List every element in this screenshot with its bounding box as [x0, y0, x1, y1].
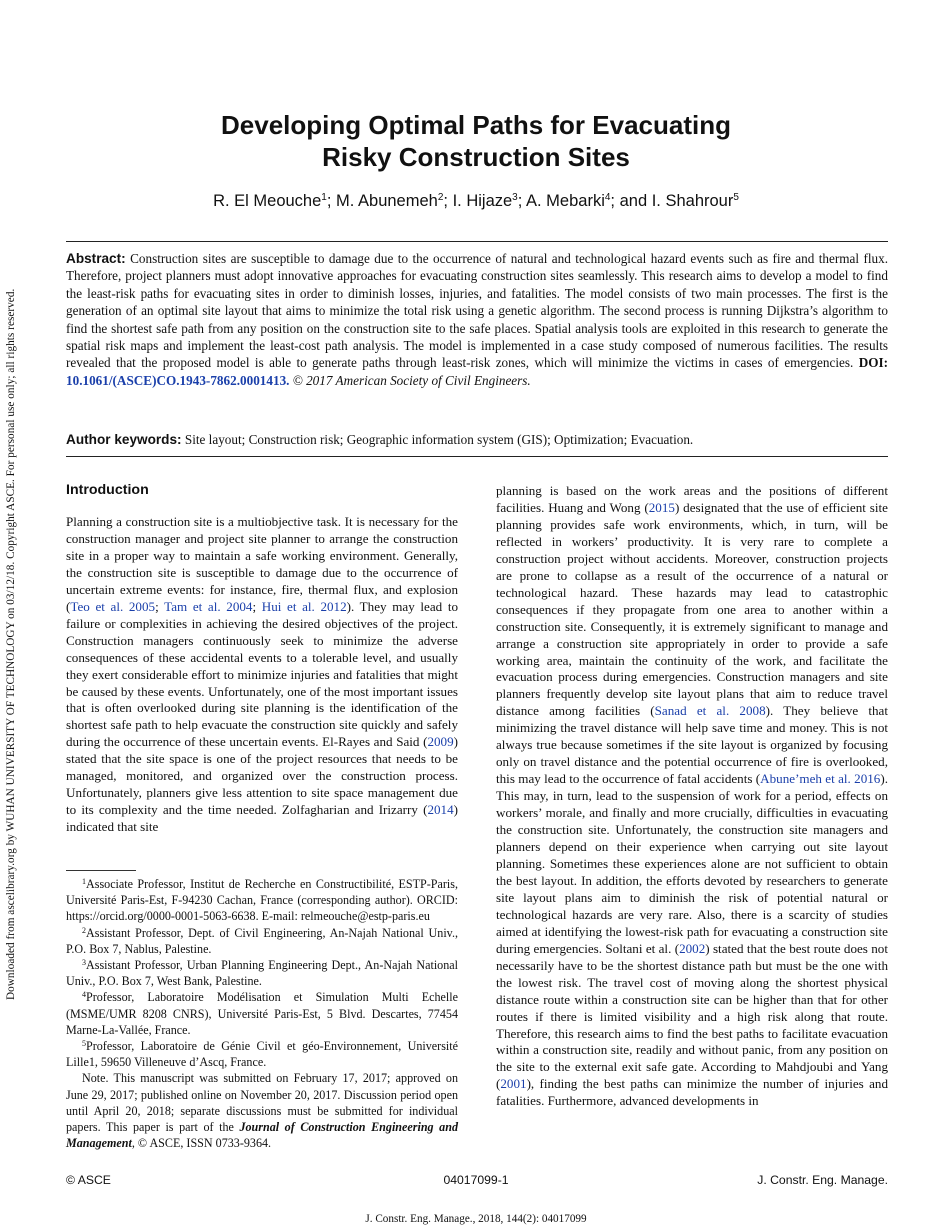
footnote-mark: 1: [82, 877, 86, 886]
citation-link[interactable]: 2014: [427, 802, 454, 818]
body-text: Planning a construction site is a multiobjective task. It is necessary for the construction manager and project site planner to arrange the construction site in a proper way to maintain a safe working environment. Generally, the construction site is susceptible to damage due to the occurrence of uncertain extreme events: for instance, fire, thermal flux, and explosion (: [66, 514, 458, 614]
author-affiliation-mark: 1: [321, 192, 327, 203]
footnote-mark: 2: [82, 925, 86, 935]
citation-link[interactable]: 2001: [500, 1076, 527, 1092]
doi-label: DOI:: [858, 355, 889, 371]
citation-link[interactable]: Tam et al. 2004: [164, 598, 253, 614]
footnote-text: Associate Professor, Institut de Recherche en Constructibilité, ESTP-Paris, Université Paris-Est, F-94230 Cachan, France (corresponding author). ORCID: https://orcid.org/0000-0001-5063-6638. E-mail: relmeouche@estp-paris.eu: [66, 877, 458, 924]
footnote-mark: 3: [82, 958, 86, 968]
footnote-mark: 4: [82, 990, 86, 1000]
body-text: planning is based on the work areas and the positions of different facilities. Huang and Wong (: [496, 483, 888, 515]
body-text: ) stated that the best route does not necessarily have to be the shortest distance path but must be the one with the lowest risk. The travel cost of moving along the shortest physical distance route within a construction site can be higher than that for other routes if there is limited visibility and a high risk along that route. Therefore, this research aims to find the best paths to facilitate evacuation within a construction site, readily and without panic, from any position on the site to the external exit safe gate. According to Mahdjoubi and Yang (: [496, 940, 888, 1092]
author-separator: ;: [326, 192, 337, 210]
note-text: Note. This manuscript was submitted on February 17, 2017; approved on June 29, 2017; published online on November 20, 2017. Discussion period open until April 20, 2018; separate discussions must be submitted for individual papers. This paper is part of the: [66, 1071, 458, 1135]
author-affiliation-mark: 3: [512, 192, 518, 203]
author-affiliation-mark: 2: [437, 192, 444, 203]
footnote: [66, 957, 458, 989]
footer-journal: J. Constr. Eng. Manage.: [757, 1173, 888, 1187]
footnote: [66, 925, 458, 957]
download-notice: Downloaded from ascelibrary.org by WUHAN UNIVERSITY OF TECHNOLOGY on 03/12/18. Copyright ASCE. For personal use only; all rights reserved.: [5, 288, 17, 1000]
body-text: ) stated that the site space is one of the project resources that needs to be managed, monitored, and organized over the construction process. Unfortunately, planners give less attention to site space management due to its complexity and the time needed. Zolfagharian and Irizarry (: [66, 734, 458, 818]
abstract-text: Construction sites are susceptible to damage due to the occurrence of natural and technological hazard events such as fire and thermal flux. Therefore, project planners must adopt innovative approaches for evacuating construction sites seamlessly. This research aims to develop a model to find the least-risk paths for evacuating sites in order to diminish losses, injuries, and fatalities. The model consists of two main processes. The first is the generation of an optimal site layout that aims to minimize the total risk using a genetic algorithm. The second process is running Dijkstra’s algorithm to find the shortest safe path from any position on the construction site to the safe places. Spatial analysis tools are exploited in this research to generate the spatial risk maps and implement the least-cost path analysis. The model is implemented in a case study composed of numerous facilities. The results revealed that the proposed model is able to generate paths through least-risk zones, which will minimize the victims in cases of emergencies.: [66, 251, 888, 371]
citation-link[interactable]: Abune’meh et al. 2016: [760, 771, 881, 787]
footnote-text: Professor, Laboratoire de Génie Civil et géo-Environnement, Université Lille1, 59650 Villeneuve d’Ascq, France.: [66, 1039, 458, 1070]
body-text: ), finding the best paths can minimize the number of injuries and fatalities. Furthermore, advanced developments in: [496, 1076, 888, 1109]
citation-link[interactable]: Hui et al. 2012: [261, 598, 347, 614]
footnote-divider: [66, 870, 136, 871]
author-affiliation-mark: 4: [604, 192, 611, 203]
body-text: ;: [252, 598, 262, 614]
citation-link[interactable]: 2002: [679, 940, 706, 956]
footnote: [66, 1038, 458, 1070]
keywords-text: Site layout; Construction risk; Geographic information system (GIS); Optimization; Evacuation.: [184, 432, 694, 447]
author-name: A. Mebarki: [526, 192, 605, 210]
title-line-1: Developing Optimal Paths for Evacuating: [221, 110, 731, 140]
download-sidebar: [4, 0, 22, 1232]
manuscript-note: [66, 1070, 458, 1151]
abstract-label: Abstract:: [66, 251, 126, 266]
title-line-2: Risky Construction Sites: [322, 142, 630, 172]
author-name: I. Shahrour: [651, 192, 734, 210]
author-separator: ;: [443, 192, 453, 210]
left-column-text: [66, 514, 458, 836]
author-list: [96, 190, 856, 212]
body-text: ). They believe that minimizing the travel distance will help save time and money. This is not always true because sometimes if the site layout is organized by focusing only on travel distance and the potential occurrence of fire is overlooked, this may lead to the occurrence of fatal accidents (: [496, 703, 888, 787]
footer-article-number: 04017099-1: [443, 1173, 509, 1187]
affiliation-list: [66, 876, 458, 1070]
author-name: I. Hijaze: [452, 192, 513, 210]
paper-title: [96, 109, 856, 173]
author-affiliation-mark: 5: [733, 192, 739, 203]
keywords-label: Author keywords:: [66, 432, 182, 447]
section-heading-introduction: Introduction: [66, 482, 149, 498]
footnote: [66, 876, 458, 925]
footnotes: [66, 876, 458, 1151]
footnote-text: Assistant Professor, Dept. of Civil Engineering, An-Najah National Univ., P.O. Box 7, Nablus, Palestine.: [66, 925, 458, 956]
divider-top: [66, 241, 888, 242]
citation-link[interactable]: 2009: [427, 734, 454, 750]
footer-publisher: © ASCE: [66, 1173, 111, 1187]
citation-link[interactable]: 2015: [648, 499, 675, 515]
body-text: ;: [155, 598, 165, 614]
copyright-notice: © 2017 American Society of Civil Engineers.: [292, 372, 531, 388]
body-text: ) designated that the use of efficient site planning provides safe work environments, which, in turn, will be reflected in workers’ productivity. It is very rare to complete a construction project without accidents. Moreover, construction projects are prone to collapse as a result of the occurrence of a natural or technological hazard. These hazards may lead to catastrophic consequences if they propagate from one area to another within a construction site. Consequently, it is extremely significant to manage and arrange a construction site appropriately in order to provide a safe working area, maintain the continuity of the work, and facilitate the evacuation process during emergencies. Construction managers and site planners frequently develop site layout plans that aim to reduce travel distance among facilities (: [496, 499, 888, 719]
abstract: [66, 250, 888, 389]
journal-name: Journal of Construction Engineering and Management: [66, 1120, 458, 1151]
citation-link[interactable]: Teo et al. 2005: [70, 598, 156, 614]
bottom-citation: J. Constr. Eng. Manage., 2018, 144(2): 04017099: [365, 1213, 587, 1225]
footnote-mark: 5: [82, 1039, 86, 1049]
right-column-text: [496, 483, 888, 1110]
body-text: ) indicated that site: [66, 802, 458, 835]
note-tail: , © ASCE, ISSN 0733-9364.: [131, 1136, 272, 1151]
author-name: M. Abunemeh: [336, 192, 438, 210]
body-text: ). This may, in turn, lead to the suspension of work for a period, effects on workers’ morale, and finally and more crucially, difficulties in evacuating the construction site. Unfortunately, the construction site managers and planners depend on their experience when carrying out site layout planning. Sometimes these experiences alone are not sufficient to obtain the best layout. In addition, the efforts devoted by researchers to generate site layout plans aim to diminish the risk of potential natural or technological hazards are very rare. Also, there is a scarcity of studies aimed at identifying the lowest-risk path for evacuating a construction site during emergencies. Soltani et al. (: [496, 771, 888, 956]
footnote-text: Assistant Professor, Urban Planning Engineering Dept., An-Najah National Univ., P.O. Box 7, West Bank, Palestine.: [66, 958, 458, 989]
body-text: ). They may lead to failure or complexities in achieving the desired objectives of the project. Construction managers continuously seek to minimize the adverse consequences of these accidental events to a tolerable level, and usually they exert considerable effort to minimize injuries and fatalities that might be caused by these events. Unfortunately, one of the most important issues that is often overlooked during site planning is the identification of the shortest safe path to help evacuate the construction site quickly and safely during the occurrence of these uncertain events. El-Rayes and Said (: [66, 598, 459, 750]
divider-bottom: [66, 456, 888, 457]
author-keywords: [66, 431, 888, 448]
author-name: R. El Meouche: [213, 192, 322, 210]
author-separator: ;: [517, 192, 526, 210]
doi-link[interactable]: 10.1061/(ASCE)CO.1943-7862.0001413.: [66, 372, 290, 388]
citation-link[interactable]: Sanad et al. 2008: [654, 703, 766, 719]
author-separator: ; and: [610, 192, 652, 210]
footnote: [66, 989, 458, 1038]
footnote-text: Professor, Laboratoire Modélisation et Simulation Multi Echelle (MSME/UMR 8208 CNRS), Université Paris-Est, 5 Blvd. Descartes, 77454 Marne-La-Vallée, France.: [66, 990, 458, 1037]
